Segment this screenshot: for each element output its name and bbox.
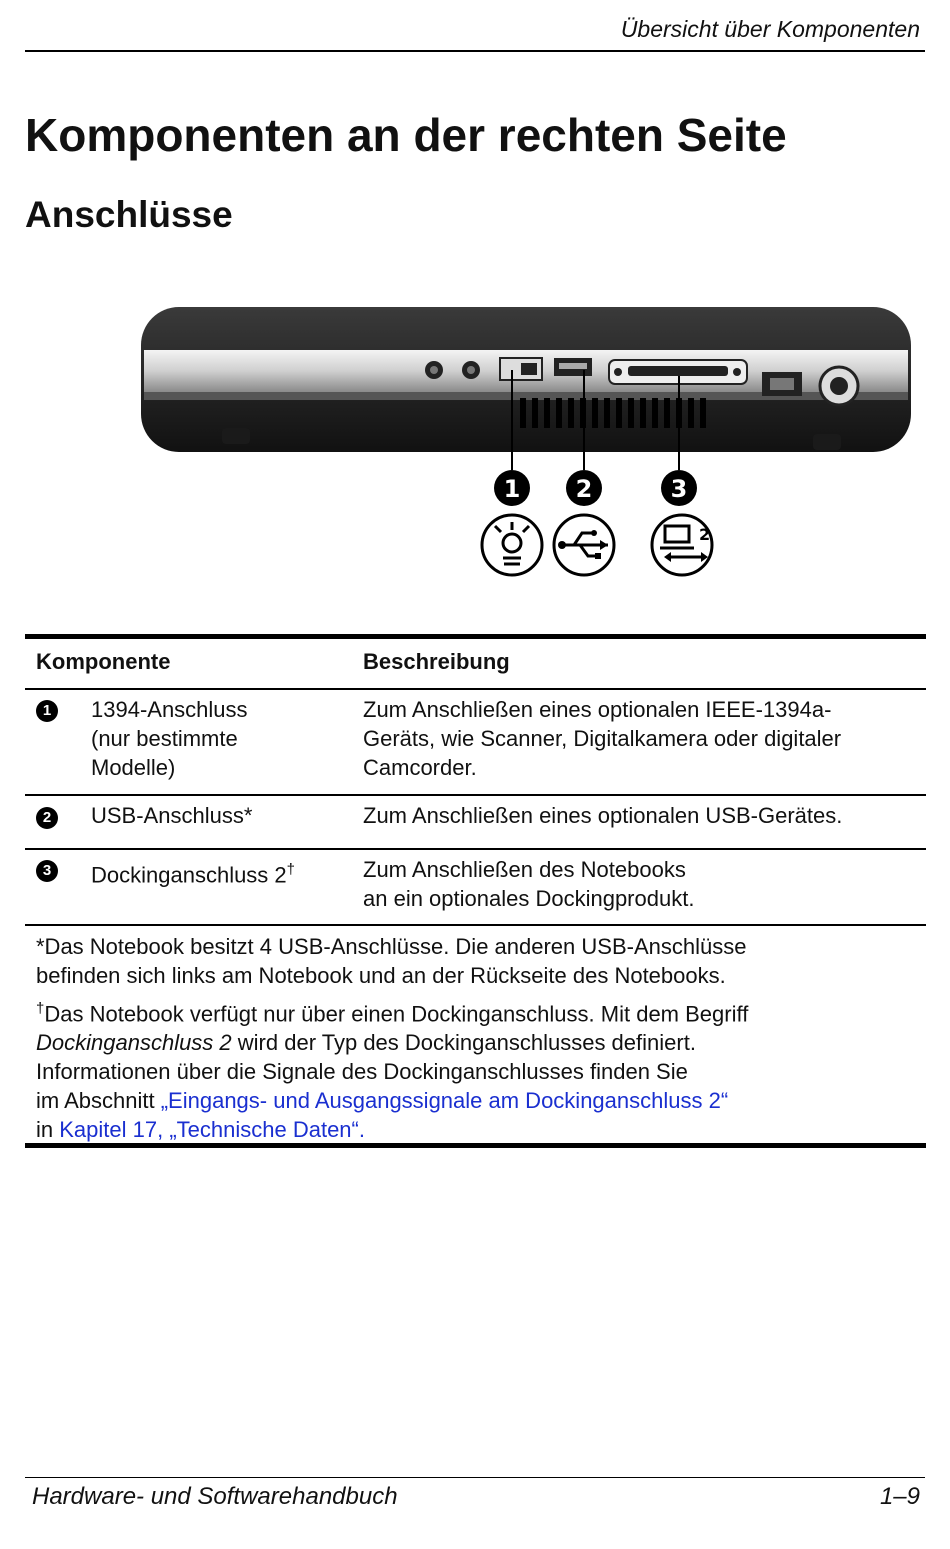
row-number-badge: 1 (36, 700, 58, 722)
link-docking-signals[interactable]: „Eingangs- und Ausgangssignale am Dockinganschluss 2“ (160, 1088, 729, 1114)
row-number-badge: 2 (36, 807, 58, 829)
components-table (25, 634, 926, 1148)
firewire-port (500, 358, 542, 380)
component-description: Zum Anschließen eines optionalen USB-Gerätes. (363, 803, 843, 828)
network-jack (762, 372, 802, 396)
callout-2 (566, 470, 602, 506)
power-connector (820, 367, 858, 405)
table-footnotes (25, 926, 926, 1143)
component-description: Zum Anschließen des Notebooks an ein optionales Dockingprodukt. (363, 857, 695, 911)
callout-3 (661, 470, 697, 506)
column-header-component: Komponente (36, 649, 171, 674)
component-description: Zum Anschließen eines optionalen IEEE-1394a- Geräts, wie Scanner, Digitalkamera oder digitaler Camcorder. (363, 697, 842, 780)
table-header-row (25, 639, 926, 690)
footer-rule (25, 1477, 925, 1478)
footer-book-title: Hardware- und Softwarehandbuch (32, 1483, 398, 1510)
component-name: 1394-Anschluss (nur bestimmte Modelle) (91, 697, 248, 780)
header-rule (25, 50, 925, 52)
svg-text:3: 3 (670, 475, 688, 503)
svg-text:2: 2 (575, 475, 593, 503)
column-header-description: Beschreibung (363, 649, 510, 674)
docking-icon (652, 515, 712, 575)
usb-port (554, 358, 592, 376)
section-heading: Anschlüsse (25, 194, 233, 235)
table-row (25, 796, 926, 850)
footnote-docking: †Das Notebook verfügt nur über einen Dockinganschluss. Mit dem Begriff Dockinganschluss 2 wird der Typ des Dockinganschlusses definiert. Informationen über die Signale des Dockinganschlusses finden Sie im Abschnitt „Eingangs- und Ausgangssignale am Dockinganschluss 2“ in Kapitel 17, „Technische Daten“. (36, 1000, 749, 1143)
callout-1 (494, 470, 530, 506)
svg-text:2: 2 (699, 525, 711, 544)
notebook-right-side-figure (138, 300, 923, 585)
table-row (25, 690, 926, 796)
page-title: Komponenten an der rechten Seite (25, 109, 787, 161)
component-name: Dockinganschluss 2† (91, 861, 296, 888)
row-number-badge: 3 (36, 860, 58, 882)
firewire-icon (482, 515, 542, 575)
component-name: USB-Anschluss* (91, 803, 253, 828)
svg-text:1: 1 (503, 475, 521, 503)
running-header: Übersicht über Komponenten (620, 16, 920, 42)
table-row (25, 850, 926, 926)
usb-icon (554, 515, 614, 575)
footnote-usb: *Das Notebook besitzt 4 USB-Anschlüsse. Die anderen USB-Anschlüsse befinden sich links am Notebook und an der Rückseite des Notebooks. (36, 934, 747, 988)
link-chapter-17[interactable]: Kapitel 17, „Technische Daten“. (59, 1117, 365, 1143)
footer-page-number: 1–9 (879, 1483, 920, 1510)
